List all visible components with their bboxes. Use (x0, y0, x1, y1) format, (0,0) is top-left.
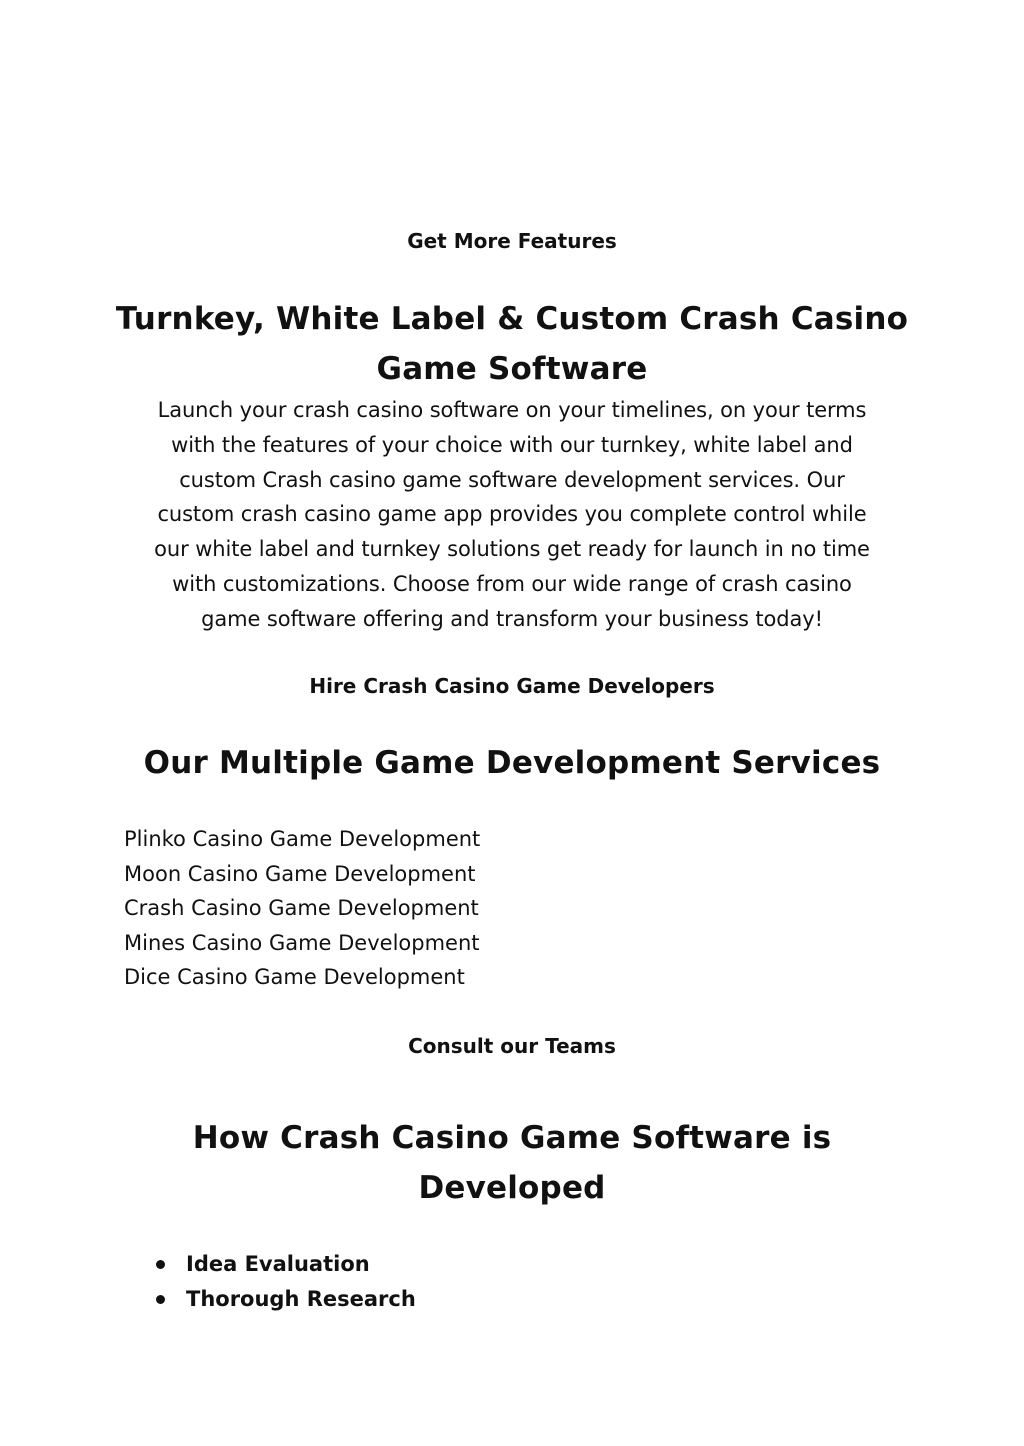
paragraph-line: Launch your crash casino software on your timelines, on your terms (157, 398, 867, 422)
section-heading-services: Our Multiple Game Development Services (143, 745, 881, 781)
list-item: Plinko Casino Game Development (124, 827, 481, 851)
paragraph-line: game software offering and transform your business today! (201, 606, 823, 631)
heading-line: How Crash Casino Game Software is (192, 1120, 832, 1156)
paragraph-line: custom Crash casino game software development services. Our (179, 467, 845, 492)
hire-developers-link[interactable]: Hire Crash Casino Game Developers (309, 674, 715, 698)
list-item (156, 1247, 416, 1282)
list-item (156, 1282, 416, 1317)
list-item: Moon Casino Game Development (124, 861, 476, 886)
paragraph-line: with customizations. Choose from our wide range of crash casino (172, 571, 852, 596)
get-more-features-link[interactable]: Get More Features (407, 229, 617, 253)
section-heading-process (110, 1113, 914, 1213)
bullet-icon (156, 1295, 165, 1304)
consult-teams-link[interactable]: Consult our Teams (408, 1034, 616, 1058)
list-item: Crash Casino Game Development (124, 896, 479, 921)
paragraph-line: with the features of your choice with our turnkey, white label and (171, 432, 853, 457)
heading-line: Developed (418, 1170, 606, 1206)
paragraph-line: custom crash casino game app provides you complete control while (157, 502, 867, 527)
heading-line: Game Software (376, 351, 648, 387)
step-label: Thorough Research (186, 1287, 416, 1311)
list-item: Dice Casino Game Development (124, 965, 465, 990)
step-label: Idea Evaluation (186, 1252, 370, 1276)
list-item: Mines Casino Game Development (124, 930, 480, 955)
process-steps-list (156, 1247, 416, 1317)
services-list (124, 822, 480, 995)
heading-line: Turnkey, White Label & Custom Crash Casino (115, 301, 909, 337)
section-heading-turnkey (110, 294, 914, 394)
bullet-icon (156, 1260, 165, 1269)
intro-paragraph (110, 393, 914, 637)
paragraph-line: our white label and turnkey solutions get ready for launch in no time (154, 537, 870, 562)
